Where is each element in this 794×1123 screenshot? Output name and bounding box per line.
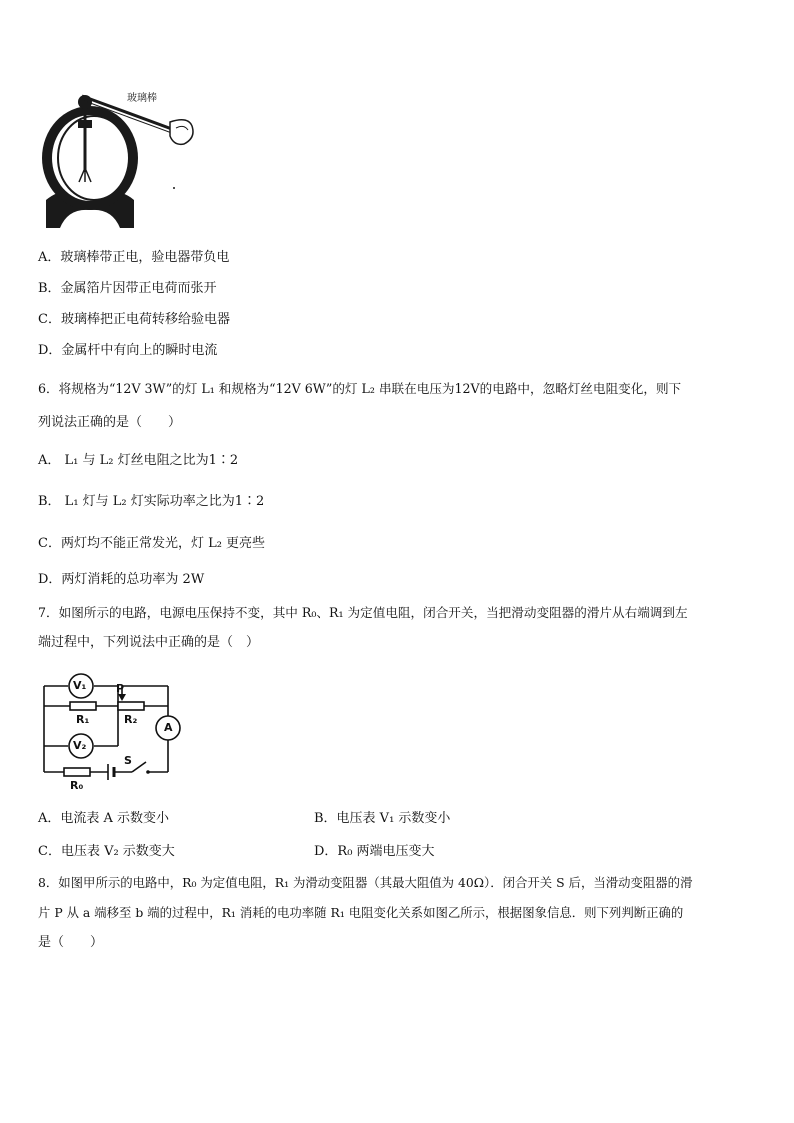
rod-label: 玻璃棒 bbox=[127, 93, 157, 104]
circuit-r1-label: R₁ bbox=[76, 713, 90, 726]
circuit-r2-label: R₂ bbox=[124, 713, 138, 726]
q7-stem-line1: 7．如图所示的电路，电源电压保持不变，其中 R₀、R₁ 为定值电阻，闭合开关，当把滑动变阻器的滑片从右端调到左 bbox=[38, 605, 688, 620]
circuit-ammeter-label: A bbox=[164, 721, 173, 734]
circuit-diagram bbox=[38, 672, 186, 798]
q6-option-c: C．两灯均不能正常发光，灯 L₂ 更亮些 bbox=[38, 536, 266, 551]
q7-option-a: A．电流表 A 示数变小 bbox=[38, 811, 170, 826]
circuit-r0-label: R₀ bbox=[70, 779, 84, 792]
q5-option-d: D．金属杆中有向上的瞬时电流 bbox=[38, 343, 218, 358]
q8-stem-line2: 片 P 从 a 端移至 b 端的过程中，R₁ 消耗的电功率随 R₁ 电阻变化关系如图乙所示，根据图象信息．则下列判断正确的 bbox=[38, 905, 684, 920]
q6-stem-line1: 6．将规格为“12V 3W”的灯 L₁ 和规格为“12V 6W”的灯 L₂ 串联在电压为12V的电路中，忽略灯丝电阻变化，则下 bbox=[38, 381, 682, 396]
q7-stem-line2: 端过程中，下列说法中正确的是（ ） bbox=[38, 635, 260, 650]
q5-option-b: B．金属箔片因带正电荷而张开 bbox=[38, 281, 217, 296]
circuit-v2-label: V₂ bbox=[73, 739, 87, 752]
electroscope-figure bbox=[38, 82, 198, 230]
q6-option-a: A． L₁ 与 L₂ 灯丝电阻之比为1∶2 bbox=[38, 453, 239, 468]
q8-stem-line1: 8．如图甲所示的电路中，R₀ 为定值电阻，R₁ 为滑动变阻器（其最大阻值为 40Ω）．闭合开关 S 后，当滑动变阻器的滑 bbox=[38, 875, 693, 890]
q6-option-d: D．两灯消耗的总功率为 2W bbox=[38, 572, 205, 587]
circuit-p-label: P bbox=[116, 682, 125, 695]
q7-option-b: B．电压表 V₁ 示数变小 bbox=[314, 811, 451, 826]
q6-option-b: B． L₁ 灯与 L₂ 灯实际功率之比为1∶2 bbox=[38, 494, 265, 509]
q7-option-c: C．电压表 V₂ 示数变大 bbox=[38, 844, 175, 859]
q5-option-c: C．玻璃棒把正电荷转移给验电器 bbox=[38, 312, 230, 327]
q7-option-d: D．R₀ 两端电压变大 bbox=[314, 844, 435, 859]
circuit-switch-label: S bbox=[124, 754, 132, 767]
q5-option-a: A．玻璃棒带正电，验电器带负电 bbox=[38, 250, 230, 265]
q8-stem-line3: 是（ ） bbox=[38, 935, 104, 950]
q6-stem-line2: 列说法正确的是（ ） bbox=[38, 415, 182, 430]
circuit-v1-label: V₁ bbox=[73, 679, 87, 692]
